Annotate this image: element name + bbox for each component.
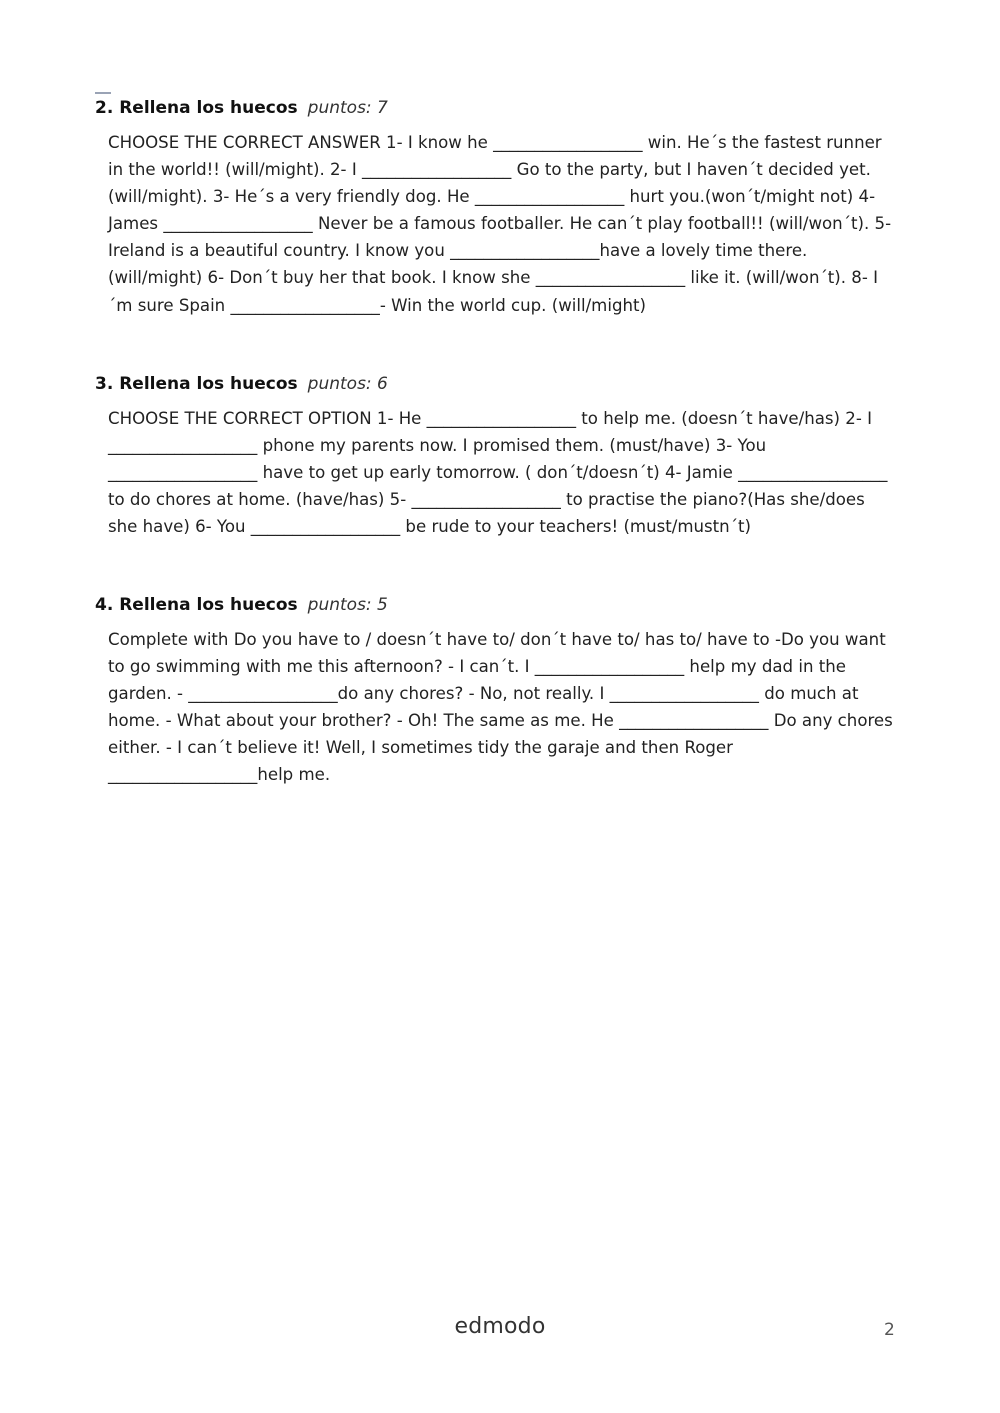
- section-points: puntos: 5: [307, 595, 388, 615]
- section-text: CHOOSE THE CORRECT OPTION 1- He __________________ to help me. (doesn´t have/has) 2- I __________________ phone my parents now. I promised them. (must/have) 3- You __________________ have to get up early tomorrow. ( don´t/doesn´t) 4- Jamie __________________ to do chores at home. (have/has) 5- __________________ to practise the piano?(Has she/does she have) 6- You __________________ be rude to your teachers! (must/mustn´t): [108, 409, 888, 537]
- section-3: [95, 373, 895, 540]
- section-title: 3. Rellena los huecos: [95, 374, 298, 394]
- page-number: 2: [884, 1320, 895, 1340]
- section-title: 2. Rellena los huecos: [95, 98, 298, 118]
- section-2: [95, 97, 895, 319]
- section-header: [95, 97, 895, 119]
- section-header: [95, 373, 895, 395]
- section-text: CHOOSE THE CORRECT ANSWER 1- I know he __________________ win. He´s the fastest runner in the world!! (will/might). 2- I __________________ Go to the party, but I haven´t decided yet. (will/might). 3- He´s a very friendly dog. He __________________ hurt you.(won´t/might not) 4- James __________________ Never be a famous footballer. He can´t play football!! (will/won´t). 5- Ireland is a beautiful country. I know you __________________have a lovely time there. (will/might) 6- Don´t buy her that book. I know she __________________ like it. (will/won´t). 8- I´m sure Spain __________________- Win the world cup. (will/might): [108, 133, 892, 315]
- section-title: 4. Rellena los huecos: [95, 595, 298, 615]
- section-4: [95, 594, 895, 789]
- tiny-mark: [95, 92, 111, 94]
- edmodo-logo: edmodo: [454, 1314, 546, 1339]
- section-text: Complete with Do you have to / doesn´t have to/ don´t have to/ has to/ have to -Do you want to go swimming with me this afternoon? - I can´t. I __________________ help my dad in the garden. - __________________do any chores? - No, not really. I __________________ do much at home. - What about your brother? - Oh! The same as me. He __________________ Do any chores either. - I can´t believe it! Well, I sometimes tidy the garaje and then Roger __________________help me.: [108, 630, 893, 785]
- section-points: puntos: 7: [307, 98, 388, 118]
- section-header: [95, 594, 895, 616]
- section-points: puntos: 6: [307, 374, 388, 394]
